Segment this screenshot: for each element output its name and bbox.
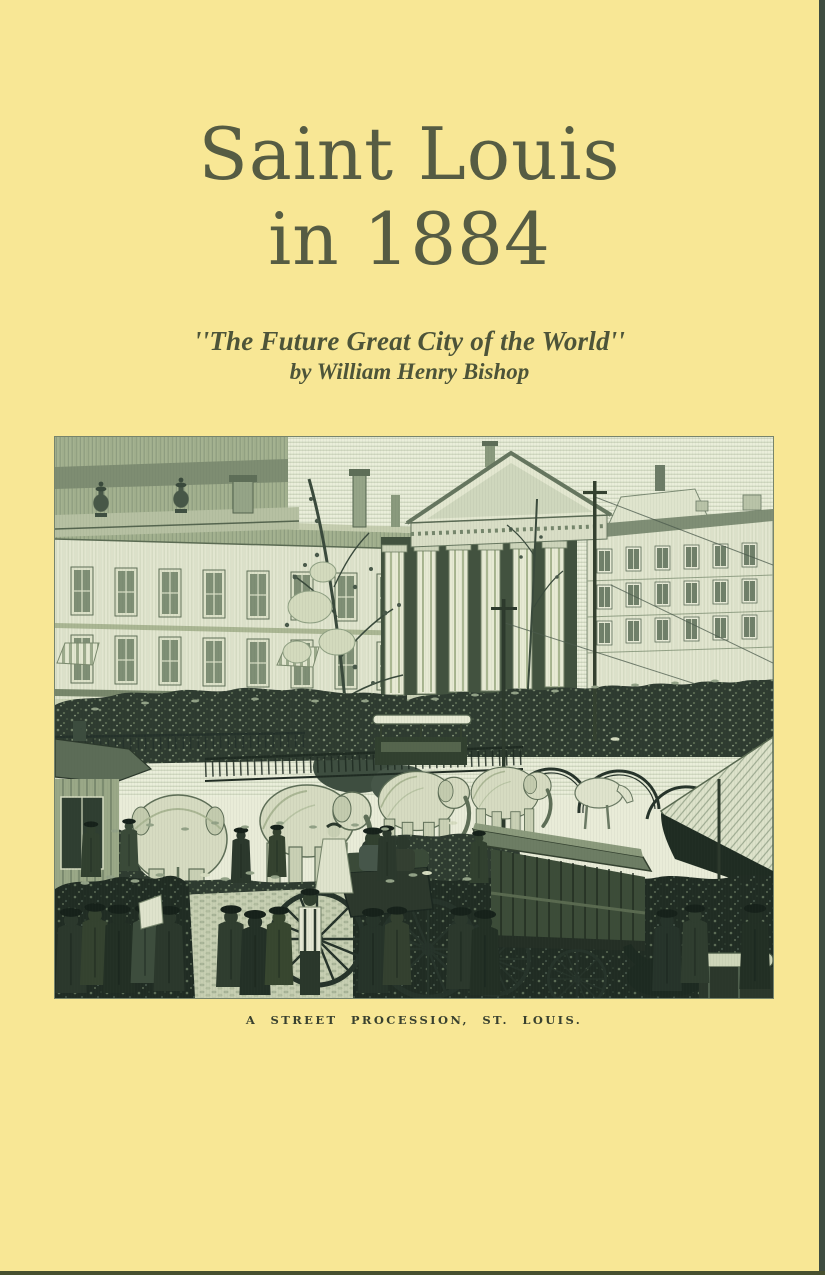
page-edge-right: [819, 0, 825, 1275]
page-edge-bottom: [0, 1271, 825, 1275]
page-title-line1: Saint Louis: [198, 112, 621, 196]
street-procession-illustration: [55, 437, 773, 998]
engraving-texture: [55, 437, 773, 998]
subtitle: ''The Future Great City of the World'': [193, 325, 626, 356]
page-title-line2: in 1884: [268, 196, 551, 281]
illustration-caption: A STREET PROCESSION, ST. LOUIS.: [245, 1013, 583, 1027]
title-block: [0, 0, 819, 385]
byline: by William Henry Bishop: [289, 358, 530, 384]
